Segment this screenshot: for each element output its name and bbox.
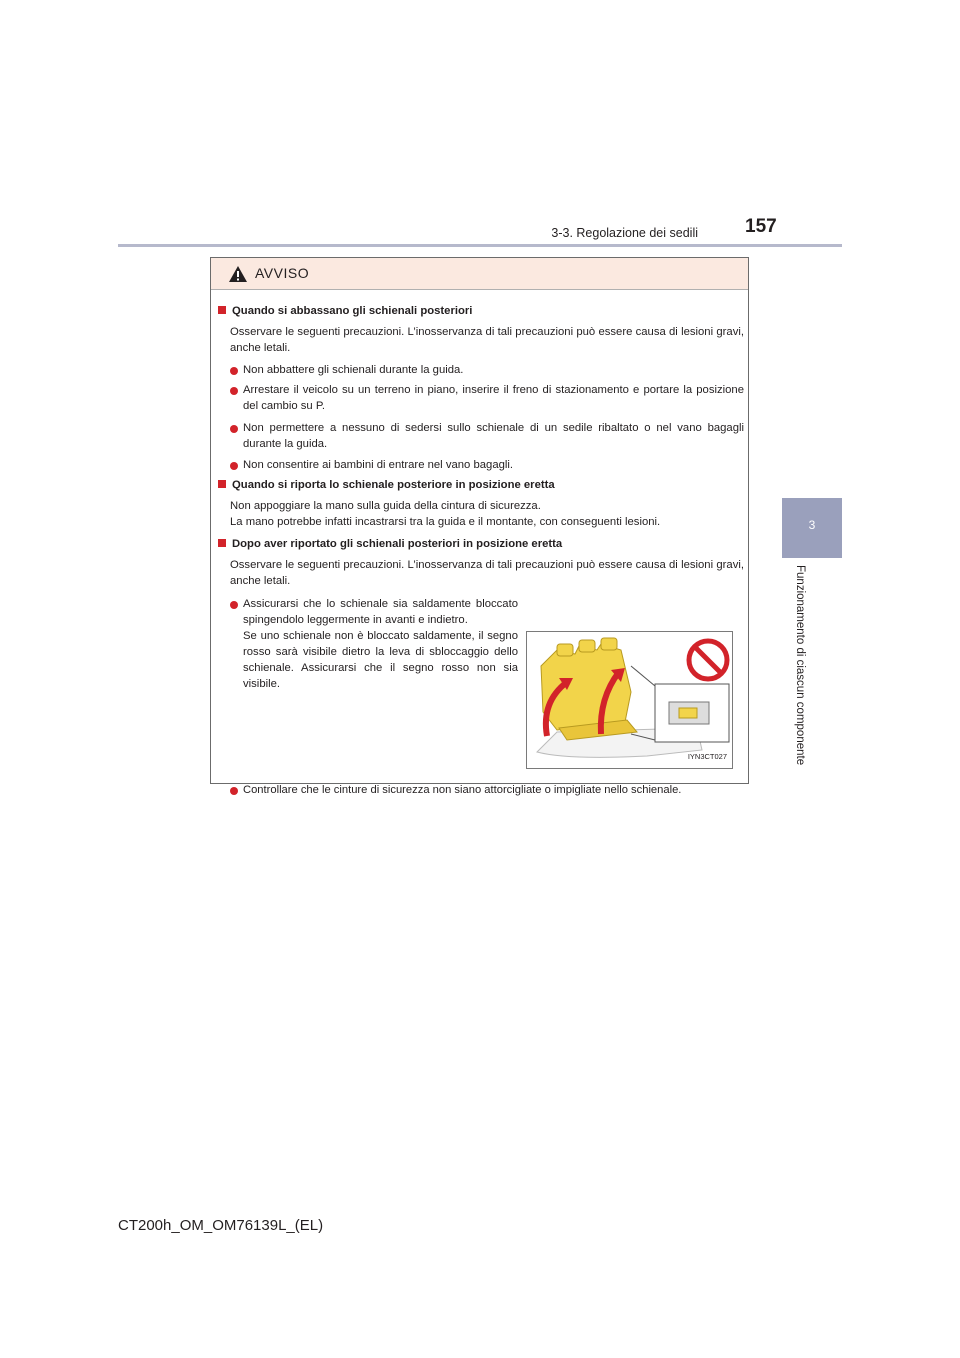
round-bullet-icon: [230, 462, 238, 470]
round-bullet-icon: [230, 387, 238, 395]
header-rule: [118, 244, 842, 247]
seat-illustration: [526, 631, 733, 769]
chapter-tab: [782, 498, 842, 558]
page-number: 157: [745, 216, 777, 237]
square-bullet-icon: [218, 306, 226, 314]
warning-title: AVVISO: [255, 265, 310, 281]
section-heading: Quando si riporta lo schienale posteriore in posizione eretta: [218, 477, 555, 493]
round-bullet-icon: [230, 367, 238, 375]
section-title: 3-3. Regolazione dei sedili: [551, 226, 698, 240]
figure-code: IYN3CT027: [687, 752, 727, 761]
section-heading: Quando si abbassano gli schienali posteriori: [218, 303, 472, 319]
round-bullet-icon: [230, 601, 238, 609]
section-intro: Osservare le seguenti precauzioni. L’inosservanza di tali precauzioni può essere causa di lesioni gravi, anche letali.: [230, 559, 744, 587]
warning-triangle-icon: [228, 265, 248, 283]
section-intro: Osservare le seguenti precauzioni. L’inosservanza di tali precauzioni può essere causa di lesioni gravi, anche letali.: [230, 326, 744, 354]
chapter-label: Funzionamento di ciascun componente: [794, 565, 806, 766]
round-bullet-icon: [230, 425, 238, 433]
section-text: Non appoggiare la mano sulla guida della cintura di sicurezza.: [230, 500, 541, 512]
document-code: CT200h_OM_OM76139L_(EL): [118, 1217, 324, 1234]
page-header: [0, 0, 960, 250]
round-bullet-icon: [230, 787, 238, 795]
section-text: La mano potrebbe infatti incastrarsi tra la guida e il montante, con conseguenti lesioni.: [230, 516, 661, 528]
chapter-number: 3: [808, 518, 816, 532]
warning-box: AVVISO Quando si abbassano gli schienali posteriori Osservare le seguenti precauzioni. L’inosservanza di tali precauzioni può essere causa di lesioni gravi, anche letali. Non abbattere gli schienali durante la guida. Arrestare il veicolo su un terreno in piano, inserire il freno di stazionamento e portare la posizione del cambio su P. Non permettere a nessuno di sedersi sullo schienale di un sedile ribaltato o nel vano bagagli durante la guida. Non consentire ai bambini di entrare nel vano bagagli. Quando si riporta lo schienale posteriore in posizione eretta Non appoggiare la mano sulla guida della cintura di sicurezza. La mano potrebbe infatti incastrarsi tra la guida e il montante, con conseguenti lesioni. Dopo aver riportato gli schienali posteriori in posizione eretta Osservare le seguenti precauzioni. L’inosservanza di tali precauzioni può essere causa di lesioni gravi, anche letali. Assicurarsi che lo schienale sia saldamente bloccato spingendolo leggermente in avanti e indietro. Se uno schienale non è bloccato saldamente, il segno rosso sarà visibile dietro la leva di sbloccaggio dello schienale. Assicurarsi che il segno rosso non sia visibile. IYN3CT027 Controllare che le cinture di sicurezza non siano attorcigliate o impigliate nello schienale.: [210, 257, 749, 784]
square-bullet-icon: [218, 539, 226, 547]
square-bullet-icon: [218, 480, 226, 488]
warning-header: [211, 258, 748, 290]
section-heading: Dopo aver riportato gli schienali posteriori in posizione eretta: [218, 536, 562, 552]
